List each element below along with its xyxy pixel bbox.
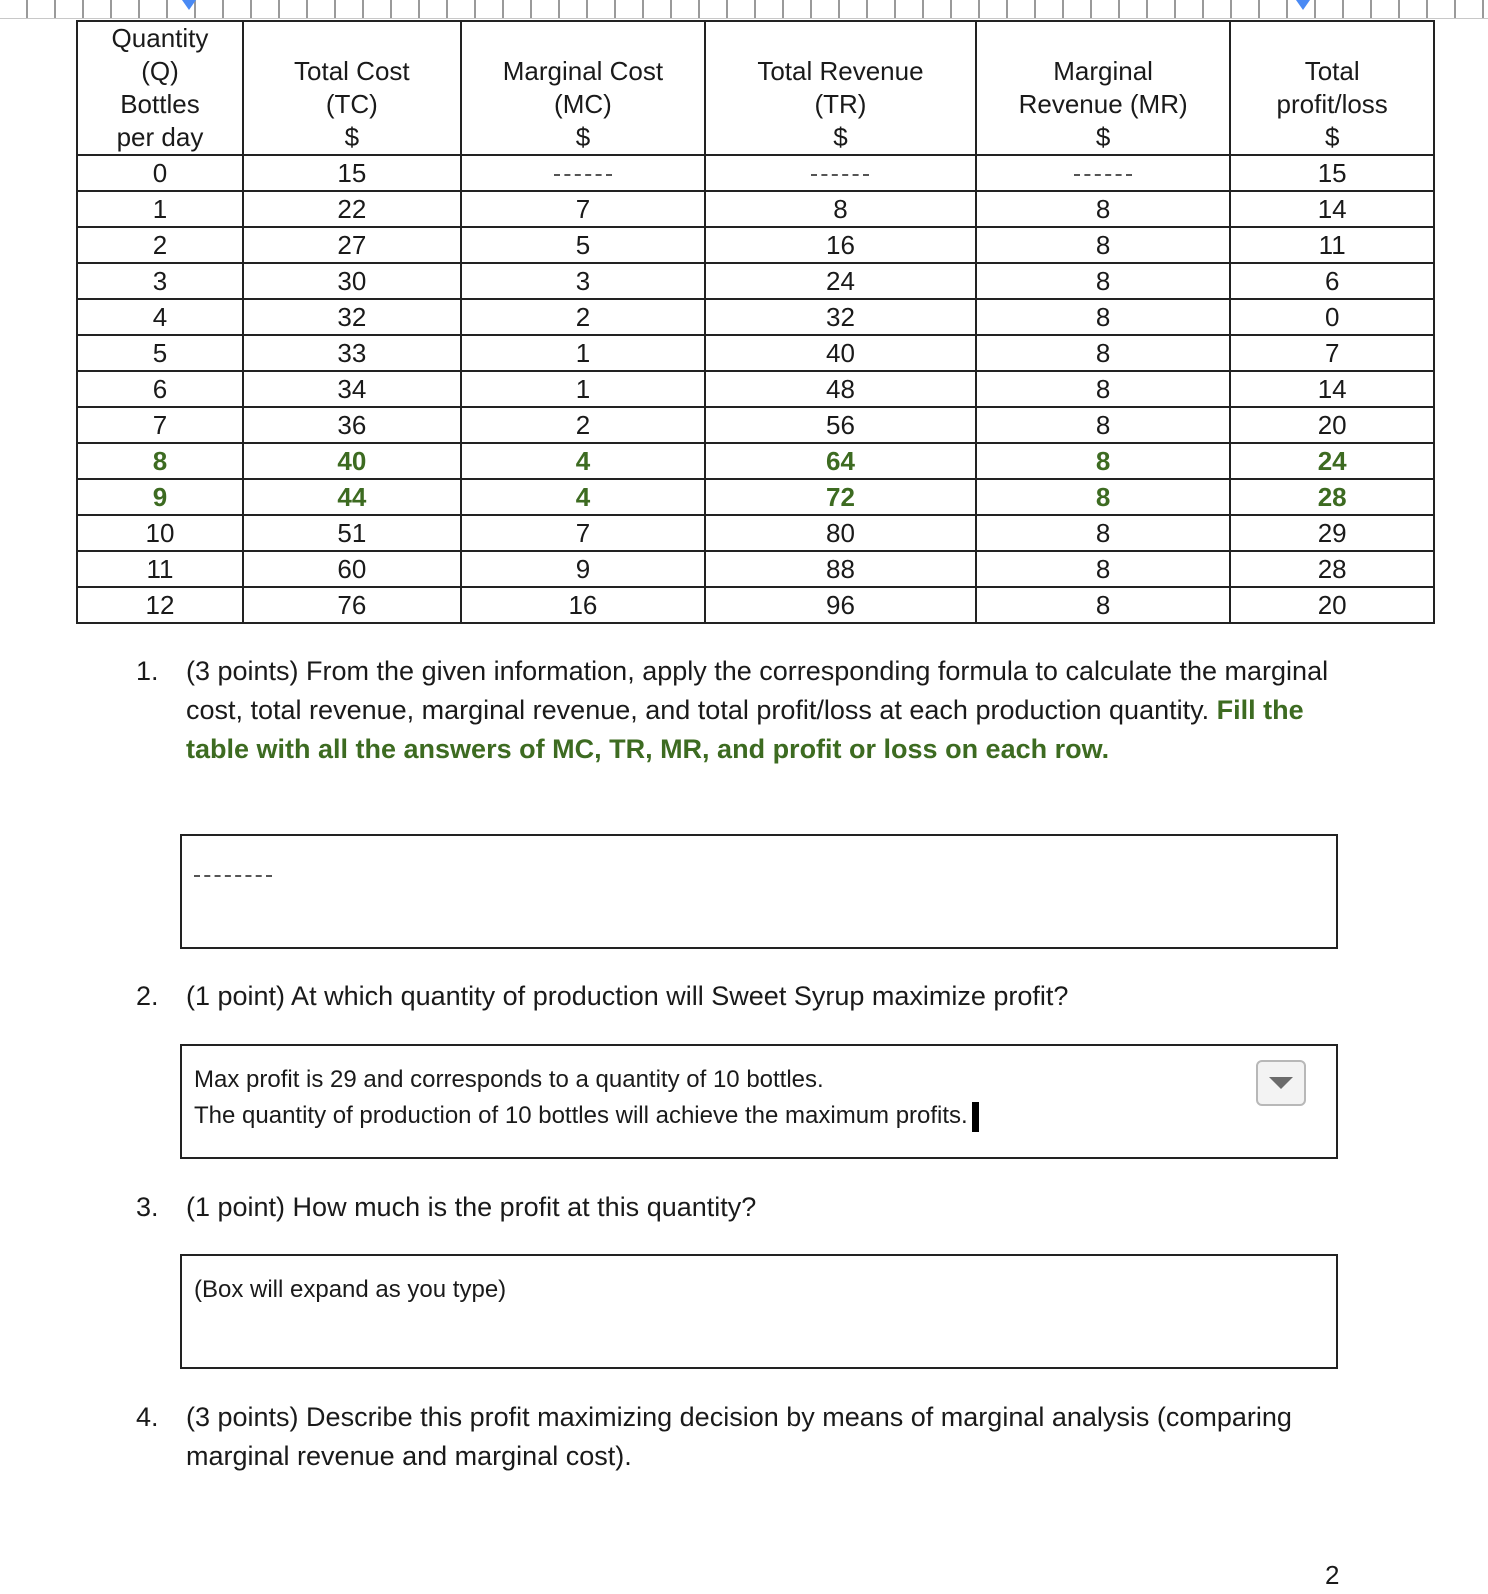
cost-revenue-table [76, 20, 1435, 624]
cell-total-revenue[interactable]: 48 [705, 371, 976, 407]
document-ruler[interactable] [0, 0, 1488, 19]
header-total-cost: Total Cost (TC) $ [243, 21, 461, 155]
cell-marginal-cost[interactable]: 4 [461, 479, 705, 515]
header-marginal-revenue: Marginal Revenue (MR) $ [976, 21, 1231, 155]
cell-marginal-revenue[interactable]: 8 [976, 515, 1231, 551]
cell-marginal-revenue[interactable]: 8 [976, 407, 1231, 443]
header-quantity: Quantity (Q) Bottles per day [77, 21, 243, 155]
cell-profit-loss[interactable]: 28 [1230, 479, 1434, 515]
table-row [77, 515, 1434, 551]
cell-quantity[interactable]: 10 [77, 515, 243, 551]
table-row [77, 191, 1434, 227]
table-row-highlighted [77, 479, 1434, 515]
cell-total-revenue[interactable]: 24 [705, 263, 976, 299]
cell-quantity[interactable]: 6 [77, 371, 243, 407]
cell-quantity[interactable]: 8 [77, 443, 243, 479]
cell-marginal-revenue[interactable]: 8 [976, 479, 1231, 515]
table-row [77, 299, 1434, 335]
cell-quantity[interactable]: 4 [77, 299, 243, 335]
cell-total-cost[interactable]: 36 [243, 407, 461, 443]
cell-profit-loss[interactable]: 24 [1230, 443, 1434, 479]
question-number: 1. [136, 656, 159, 686]
answer-line-2: The quantity of production of 10 bottles will achieve the maximum profits. [194, 1098, 1324, 1134]
cell-total-revenue[interactable]: 16 [705, 227, 976, 263]
cell-quantity[interactable]: 12 [77, 587, 243, 623]
cell-total-cost[interactable]: 60 [243, 551, 461, 587]
cell-marginal-cost[interactable]: 4 [461, 443, 705, 479]
table-row [77, 335, 1434, 371]
cell-total-cost[interactable]: 34 [243, 371, 461, 407]
cell-quantity[interactable]: 7 [77, 407, 243, 443]
cell-total-revenue[interactable]: 64 [705, 443, 976, 479]
page-number: 2 [1325, 1560, 1340, 1590]
cell-marginal-revenue[interactable]: 8 [976, 263, 1231, 299]
cell-marginal-cost[interactable]: 16 [461, 587, 705, 623]
cell-total-cost[interactable]: 40 [243, 443, 461, 479]
question-text: (3 points) Describe this profit maximizing decision by means of marginal analysis (comparing marginal revenue and marginal cost). [186, 1402, 1292, 1471]
cell-marginal-cost[interactable]: 1 [461, 335, 705, 371]
answer-line-1: Max profit is 29 and corresponds to a quantity of 10 bottles. [194, 1066, 824, 1093]
empty-dash [1074, 174, 1132, 176]
cell-total-cost[interactable]: 76 [243, 587, 461, 623]
cell-marginal-cost[interactable]: 2 [461, 299, 705, 335]
cell-marginal-revenue[interactable]: 8 [976, 227, 1231, 263]
table-row [77, 227, 1434, 263]
answer-placeholder: (Box will expand as you type) [194, 1276, 507, 1303]
header-total-profit-loss: Total profit/loss $ [1230, 21, 1434, 155]
cell-total-cost[interactable]: 33 [243, 335, 461, 371]
question-number: 4. [136, 1402, 159, 1432]
cell-quantity[interactable]: 0 [77, 155, 243, 191]
cell-marginal-cost[interactable]: 7 [461, 191, 705, 227]
cell-profit-loss[interactable]: 14 [1230, 371, 1434, 407]
text-cursor [972, 1102, 979, 1132]
cell-total-cost[interactable]: 32 [243, 299, 461, 335]
cell-marginal-revenue[interactable]: 8 [976, 335, 1231, 371]
cell-total-revenue[interactable]: 80 [705, 515, 976, 551]
cell-quantity[interactable]: 2 [77, 227, 243, 263]
cell-profit-loss[interactable]: 20 [1230, 407, 1434, 443]
cell-total-revenue[interactable]: 40 [705, 335, 976, 371]
cell-total-revenue[interactable] [705, 155, 976, 191]
cell-profit-loss[interactable]: 14 [1230, 191, 1434, 227]
cell-quantity[interactable]: 11 [77, 551, 243, 587]
cell-quantity[interactable]: 9 [77, 479, 243, 515]
cell-total-cost[interactable]: 51 [243, 515, 461, 551]
cell-total-revenue[interactable]: 56 [705, 407, 976, 443]
cell-marginal-cost[interactable] [461, 155, 705, 191]
answer-box-2[interactable] [180, 1044, 1338, 1159]
cell-profit-loss[interactable]: 29 [1230, 515, 1434, 551]
cell-marginal-cost[interactable]: 2 [461, 407, 705, 443]
cell-marginal-revenue[interactable]: 8 [976, 191, 1231, 227]
cell-total-cost[interactable]: 22 [243, 191, 461, 227]
table-row [77, 371, 1434, 407]
ruler-margin-marker[interactable] [1296, 0, 1310, 10]
header-total-revenue: Total Revenue (TR) $ [705, 21, 976, 155]
cell-total-cost[interactable]: 15 [243, 155, 461, 191]
cell-marginal-cost[interactable]: 5 [461, 227, 705, 263]
cell-marginal-revenue[interactable]: 8 [976, 299, 1231, 335]
question-4 [136, 1398, 1336, 1476]
cell-marginal-revenue[interactable]: 8 [976, 587, 1231, 623]
question-1 [136, 652, 1336, 769]
cell-marginal-cost[interactable]: 3 [461, 263, 705, 299]
table-header-row [77, 21, 1434, 155]
table-row [77, 155, 1434, 191]
table-row [77, 551, 1434, 587]
cell-total-revenue[interactable]: 88 [705, 551, 976, 587]
ruler-indent-marker[interactable] [182, 0, 196, 10]
cell-quantity[interactable]: 3 [77, 263, 243, 299]
question-text: (3 points) From the given information, apply the corresponding formula to calculate the marginal cost, total revenue, marginal revenue, and total profit/loss at each production quantity. Fill the table with all the answers of MC, TR, MR, and profit or loss on each row. [186, 656, 1329, 764]
cell-total-revenue[interactable]: 8 [705, 191, 976, 227]
cell-profit-loss[interactable]: 15 [1230, 155, 1434, 191]
cell-total-revenue[interactable]: 72 [705, 479, 976, 515]
header-marginal-cost: Marginal Cost (MC) $ [461, 21, 705, 155]
cell-profit-loss[interactable]: 0 [1230, 299, 1434, 335]
question-text: (1 point) How much is the profit at this quantity? [186, 1192, 757, 1222]
question-number: 2. [136, 981, 159, 1011]
table-row-highlighted [77, 443, 1434, 479]
cell-profit-loss[interactable]: 11 [1230, 227, 1434, 263]
cell-profit-loss[interactable]: 28 [1230, 551, 1434, 587]
cell-marginal-cost[interactable]: 7 [461, 515, 705, 551]
cell-quantity[interactable]: 5 [77, 335, 243, 371]
answer-box-3[interactable] [180, 1254, 1338, 1369]
question-2 [136, 977, 1336, 1016]
cell-total-cost[interactable]: 27 [243, 227, 461, 263]
cell-profit-loss[interactable]: 20 [1230, 587, 1434, 623]
cell-total-revenue[interactable]: 96 [705, 587, 976, 623]
cell-marginal-revenue[interactable] [976, 155, 1231, 191]
question-3 [136, 1188, 1336, 1227]
cell-profit-loss[interactable]: 6 [1230, 263, 1434, 299]
cell-total-cost[interactable]: 30 [243, 263, 461, 299]
empty-dash [811, 174, 869, 176]
table-row [77, 407, 1434, 443]
empty-dash [554, 174, 612, 176]
cell-marginal-cost[interactable]: 9 [461, 551, 705, 587]
question-text: (1 point) At which quantity of production will Sweet Syrup maximize profit? [186, 981, 1069, 1011]
question-instruction-highlight: Fill the table with all the answers of MC, TR, MR, and profit or loss on each row. [186, 695, 1304, 764]
table-row [77, 263, 1434, 299]
cell-marginal-revenue[interactable]: 8 [976, 443, 1231, 479]
question-number: 3. [136, 1192, 159, 1222]
answer-box-1[interactable] [180, 834, 1338, 949]
cell-total-cost[interactable]: 44 [243, 479, 461, 515]
cell-marginal-revenue[interactable]: 8 [976, 371, 1231, 407]
table-row [77, 587, 1434, 623]
cell-total-revenue[interactable]: 32 [705, 299, 976, 335]
cell-quantity[interactable]: 1 [77, 191, 243, 227]
cell-profit-loss[interactable]: 7 [1230, 335, 1434, 371]
cell-marginal-revenue[interactable]: 8 [976, 551, 1231, 587]
answer-placeholder-dash [194, 875, 272, 877]
answer-dropdown-button[interactable] [1256, 1060, 1306, 1106]
chevron-down-icon [1269, 1077, 1293, 1089]
cell-marginal-cost[interactable]: 1 [461, 371, 705, 407]
